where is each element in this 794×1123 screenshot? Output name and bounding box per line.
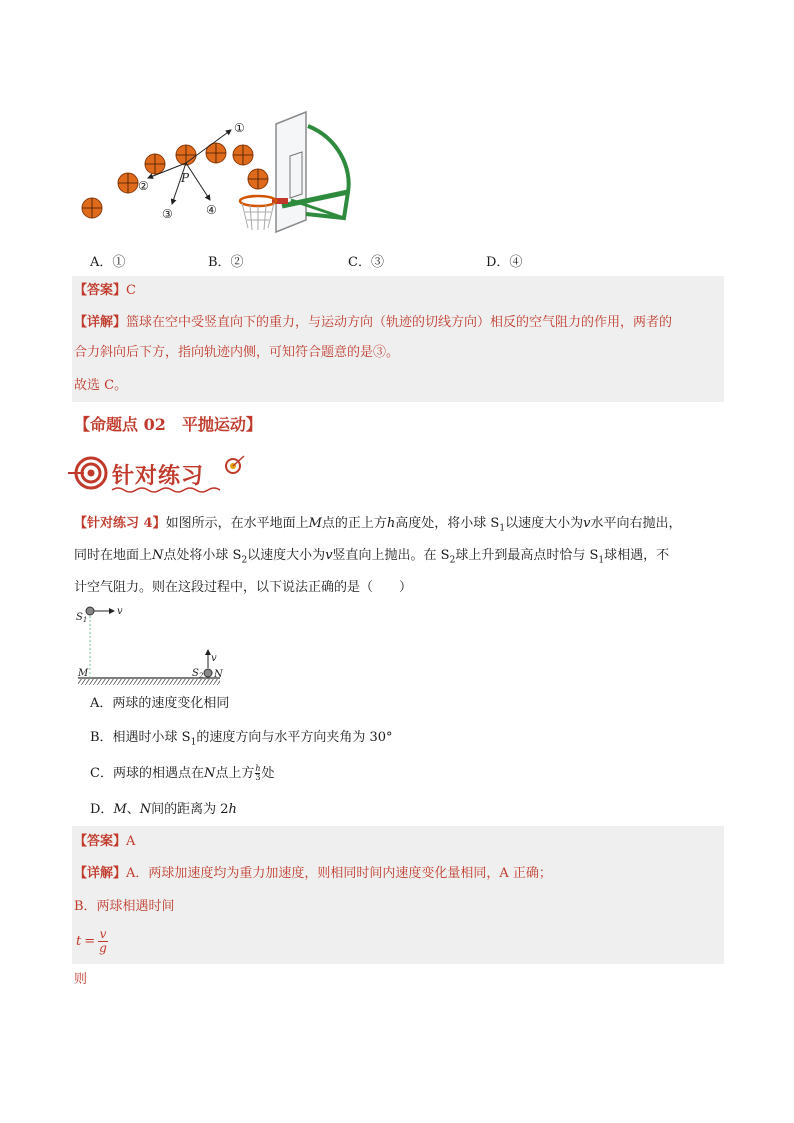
formula-t-v-g — [76, 928, 108, 955]
var-n: N — [152, 548, 164, 563]
q4-label: 【针对练习 4】 — [74, 516, 166, 531]
ball — [145, 154, 165, 174]
banner-underline — [110, 486, 222, 494]
fraction-h-3 — [255, 765, 260, 782]
label-4: ④ — [206, 203, 217, 217]
var-m: M — [113, 802, 127, 817]
q4-option-c-text: C．两球的相遇点在 — [90, 766, 204, 781]
q4-text: 球上升到最高点时恰与 S — [455, 548, 599, 563]
small-target-icon — [224, 454, 246, 476]
q4-answer-block — [72, 826, 724, 964]
q4-text: 水平向右抛出， — [590, 516, 682, 531]
var-n: N — [203, 766, 216, 781]
ball-p — [176, 145, 196, 165]
detail-text-2a: 合力斜向后下方，指向轨迹内侧，可知符合题意的是 — [74, 345, 374, 360]
answer-value: C — [126, 283, 136, 298]
subscript: 1 — [598, 555, 605, 566]
var-v: v — [583, 516, 591, 531]
q4-option-d-text: D． — [90, 802, 114, 817]
subscript: 2 — [241, 555, 248, 566]
label-v2: v — [211, 653, 217, 664]
label-s2-text: S — [192, 668, 199, 679]
label-s1-text: S — [76, 612, 83, 623]
q4-option-b-text: 的速度方向与水平方向夹角为 30° — [196, 730, 393, 745]
q4-text: 以速度大小为 — [505, 516, 584, 531]
balls — [82, 143, 268, 218]
q4-detail-text-1: A．两球加速度均为重力加速度，则相同时间内速度变化量相同，A 正确； — [126, 866, 552, 881]
formula-fraction — [98, 928, 108, 955]
ball — [82, 198, 102, 218]
var-n: N — [139, 802, 152, 817]
fraction-num: h — [255, 764, 261, 773]
var-v: v — [325, 548, 333, 563]
answer-label: 【答案】 — [74, 283, 127, 298]
ball — [233, 145, 253, 165]
detail-text-1: 篮球在空中受竖直向下的重力，与运动方向（轨迹的切线方向）相反的空气阻力的作用，两者的 — [126, 315, 673, 330]
q4-text: 球相遇，不 — [604, 548, 670, 563]
label-v1: v — [117, 606, 123, 617]
q4-answer-label: 【答案】 — [74, 834, 127, 849]
subscript: 2 — [449, 555, 456, 566]
formula-den: g — [99, 941, 107, 955]
arrow-4 — [186, 163, 210, 200]
q4-answer-value: A — [126, 834, 136, 849]
option-b: B．② — [208, 255, 244, 270]
q4-detail-line-1 — [74, 864, 552, 884]
q4-text: 点处将小球 S — [163, 548, 242, 563]
subscript: 1 — [499, 523, 506, 534]
label-s2-sub: 2 — [198, 672, 204, 680]
formula-num: v — [99, 927, 107, 941]
formula-t: t — [76, 934, 82, 949]
q4-line-3: 计空气阻力。则在这段过程中，以下说法正确的是（ ） — [74, 580, 413, 595]
q4-text: 点的正上方 — [321, 516, 387, 531]
q4-option-b-text: B．相遇时小球 S — [90, 730, 191, 745]
answer-block — [72, 276, 724, 402]
q4-option-b — [90, 728, 393, 753]
q4-line-1 — [74, 514, 681, 539]
q4-detail-label: 【详解】 — [74, 866, 127, 881]
fraction-den: 3 — [255, 773, 261, 782]
label-s2 — [192, 668, 204, 680]
option-a: A．① — [90, 255, 126, 270]
detail-text-2b: ③ — [373, 345, 387, 360]
ball — [118, 173, 138, 193]
section-heading: 【命题点 02 平抛运动】 — [74, 415, 262, 434]
detail-line-1 — [74, 313, 672, 333]
detail-line-2 — [74, 343, 399, 363]
q4-option-c — [90, 764, 275, 784]
banner-line-left — [68, 472, 84, 474]
label-s1 — [76, 612, 87, 624]
q4-option-a: A．两球的速度变化相同 — [90, 696, 230, 711]
answer-line — [74, 281, 136, 301]
q4-line-2 — [74, 546, 669, 571]
q4-option-d-text: 间的距离为 2 — [151, 802, 229, 817]
label-s1-sub: 1 — [82, 616, 88, 624]
ball-s2 — [204, 669, 212, 677]
q4-option-d-text: 、 — [126, 802, 140, 817]
q4-option-c-text: 处 — [261, 766, 275, 781]
var-m: M — [308, 516, 322, 531]
q4-detail-line-4: 则 — [74, 972, 88, 987]
detail-line-3: 故选 C。 — [74, 378, 128, 393]
q4-text: 高度处，将小球 S — [395, 516, 500, 531]
label-n: N — [214, 669, 223, 680]
var-h: h — [228, 802, 237, 817]
q4-option-d — [90, 800, 237, 820]
support-frame — [306, 126, 349, 218]
subscript: 1 — [190, 737, 197, 748]
q4-text: 如图所示，在水平地面上 — [165, 516, 309, 531]
net — [242, 203, 274, 230]
label-1: ① — [234, 121, 245, 135]
q4-option-c-text: 点上方 — [215, 766, 255, 781]
basketball-trajectory-figure — [76, 108, 356, 236]
label-p: P — [181, 171, 190, 185]
q4-text: 竖直向上抛出。在 S — [332, 548, 450, 563]
label-3: ③ — [162, 207, 173, 221]
ball — [248, 169, 268, 189]
detail-text-2c: 。 — [386, 345, 400, 360]
label-2: ② — [138, 179, 149, 193]
option-c: C．③ — [348, 255, 384, 270]
q4-detail-line-2: B．两球相遇时间 — [74, 899, 175, 914]
projectile-figure — [74, 600, 226, 688]
option-d: D．④ — [486, 255, 523, 270]
label-m: M — [78, 668, 89, 679]
q4-answer-line — [74, 832, 135, 852]
q4-text: 同时在地面上 — [74, 548, 153, 563]
q4-text: 以速度大小为 — [247, 548, 326, 563]
ball-s1 — [86, 607, 94, 615]
banner-title: 针对练习 — [112, 464, 205, 489]
detail-label: 【详解】 — [74, 315, 127, 330]
var-h: h — [386, 516, 396, 531]
rim — [240, 196, 276, 206]
formula-eq: = — [84, 934, 96, 949]
